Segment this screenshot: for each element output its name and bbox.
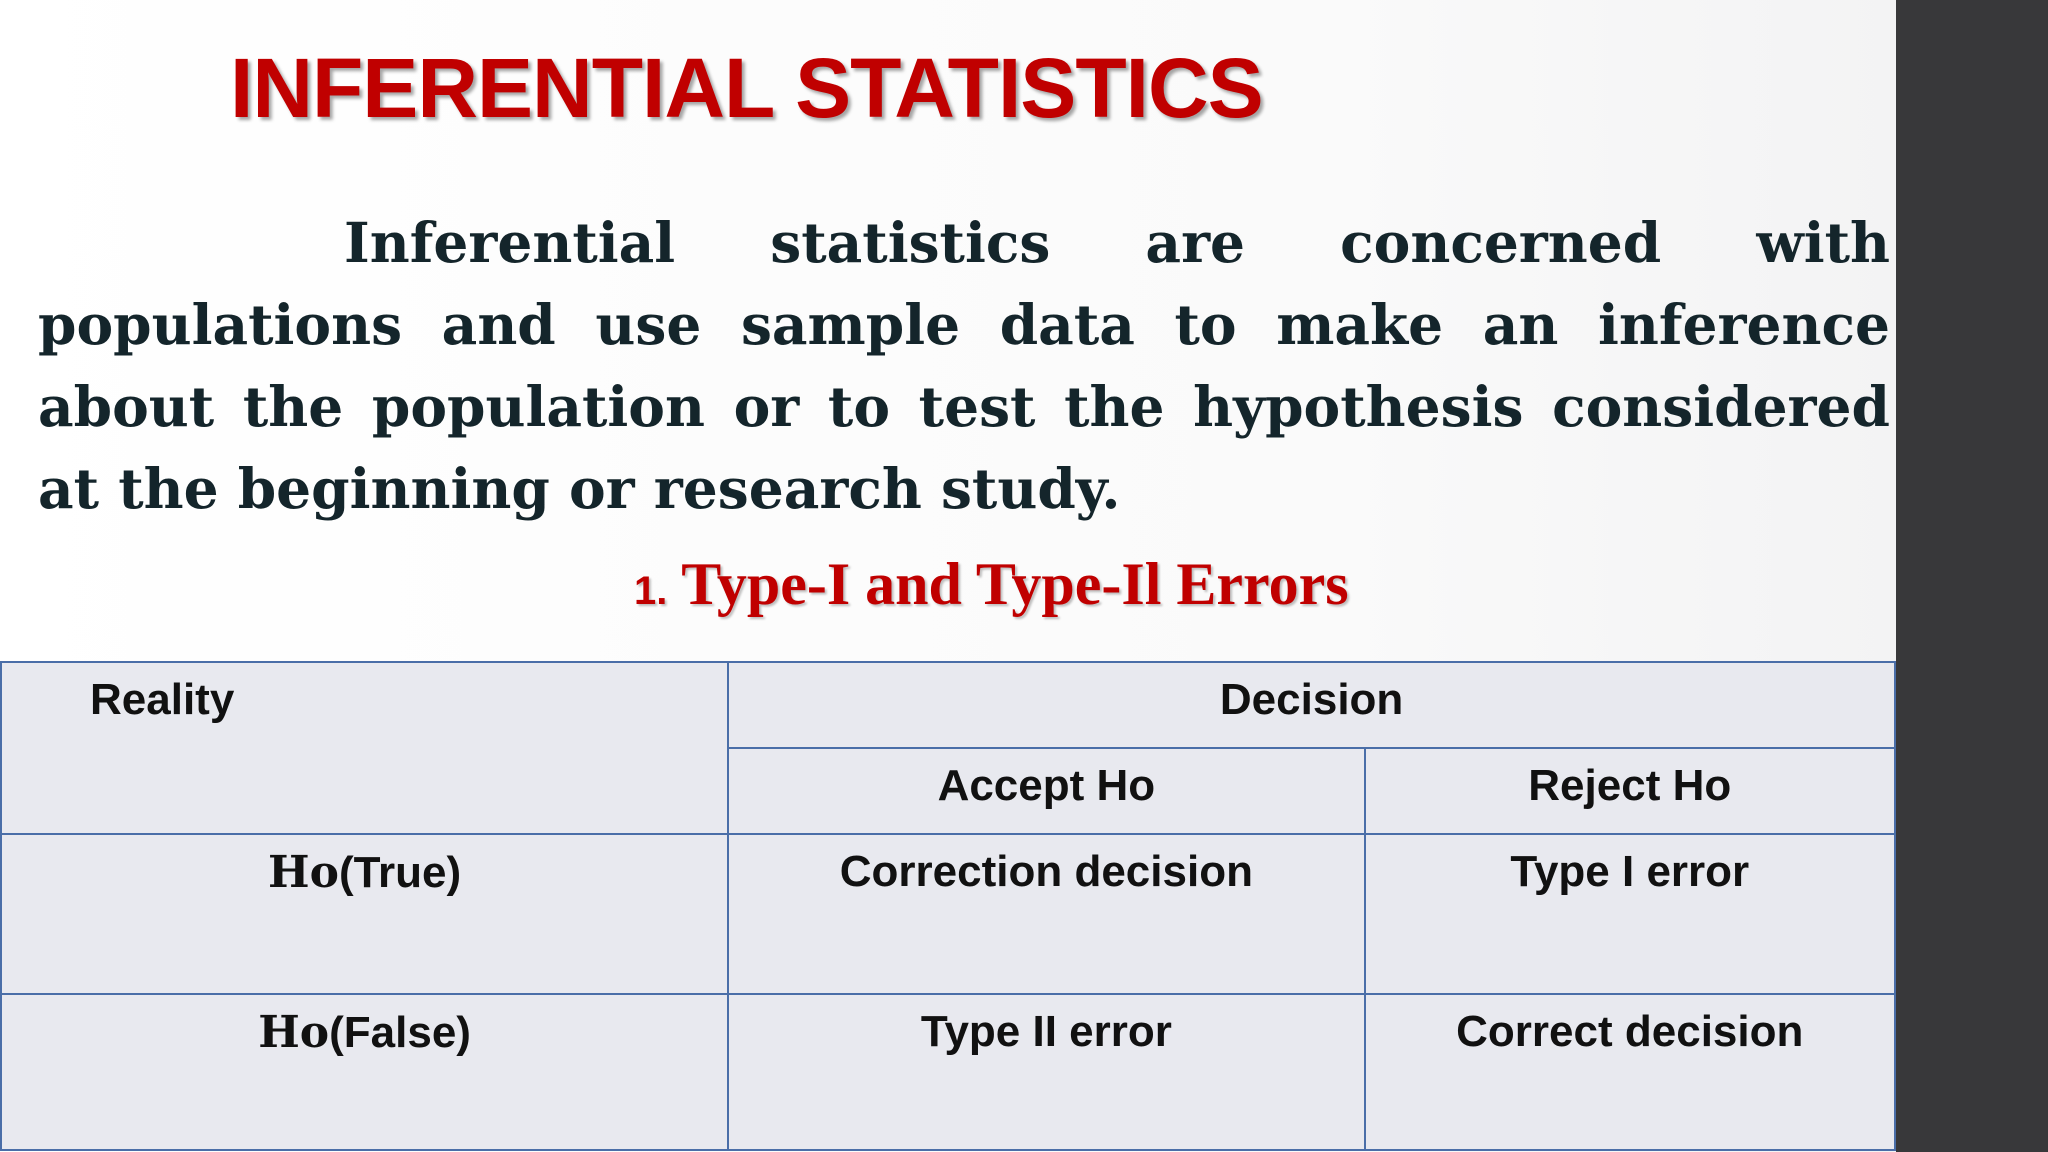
- error-types-table: [0, 661, 1896, 1151]
- reality-header-cell: [1, 662, 728, 834]
- section-heading-text: Type-I and Type-Il Errors: [681, 551, 1349, 617]
- reject-header-cell: [1365, 748, 1895, 834]
- section-number: 1.: [634, 569, 668, 613]
- ho-symbol: Ho: [268, 847, 339, 898]
- decision-header: Decision: [1219, 675, 1404, 724]
- decision-header-cell: [728, 662, 1895, 748]
- ho-true-accept: Correction decision: [839, 847, 1253, 896]
- section-heading: [634, 550, 1349, 619]
- accept-ho-header: Accept Ho: [937, 761, 1156, 810]
- ho-symbol: Ho: [258, 1007, 330, 1058]
- table-cell: [1365, 994, 1895, 1150]
- ho-condition: (True): [338, 848, 462, 897]
- ho-false-accept: Type II error: [920, 1007, 1172, 1056]
- accept-header-cell: [728, 748, 1364, 834]
- table-row: [1, 834, 1895, 994]
- row-label-cell: [1, 834, 728, 994]
- ho-false-reject: Correct decision: [1456, 1007, 1804, 1056]
- table-cell: [728, 994, 1364, 1150]
- ho-true-reject: Type I error: [1510, 847, 1750, 896]
- reality-header: Reality: [90, 675, 235, 724]
- side-panel: [1896, 0, 2048, 1152]
- table-header-row: [1, 662, 1895, 748]
- ho-condition: (False): [329, 1008, 471, 1057]
- ho-false-label: [2, 995, 727, 1058]
- table-cell: [728, 834, 1364, 994]
- table-cell: [1365, 834, 1895, 994]
- slide-title: INFERENTIAL STATISTICS: [230, 41, 1263, 135]
- ho-true-label: [2, 835, 727, 898]
- definition-paragraph: Inferential statistics are concerned with populations and use sample data to make an inference about the population or to test the hypothesis considered at the beginning or research study.: [38, 210, 1890, 521]
- table-row: [1, 994, 1895, 1150]
- reject-ho-header: Reject Ho: [1528, 761, 1732, 810]
- row-label-cell: [1, 994, 728, 1150]
